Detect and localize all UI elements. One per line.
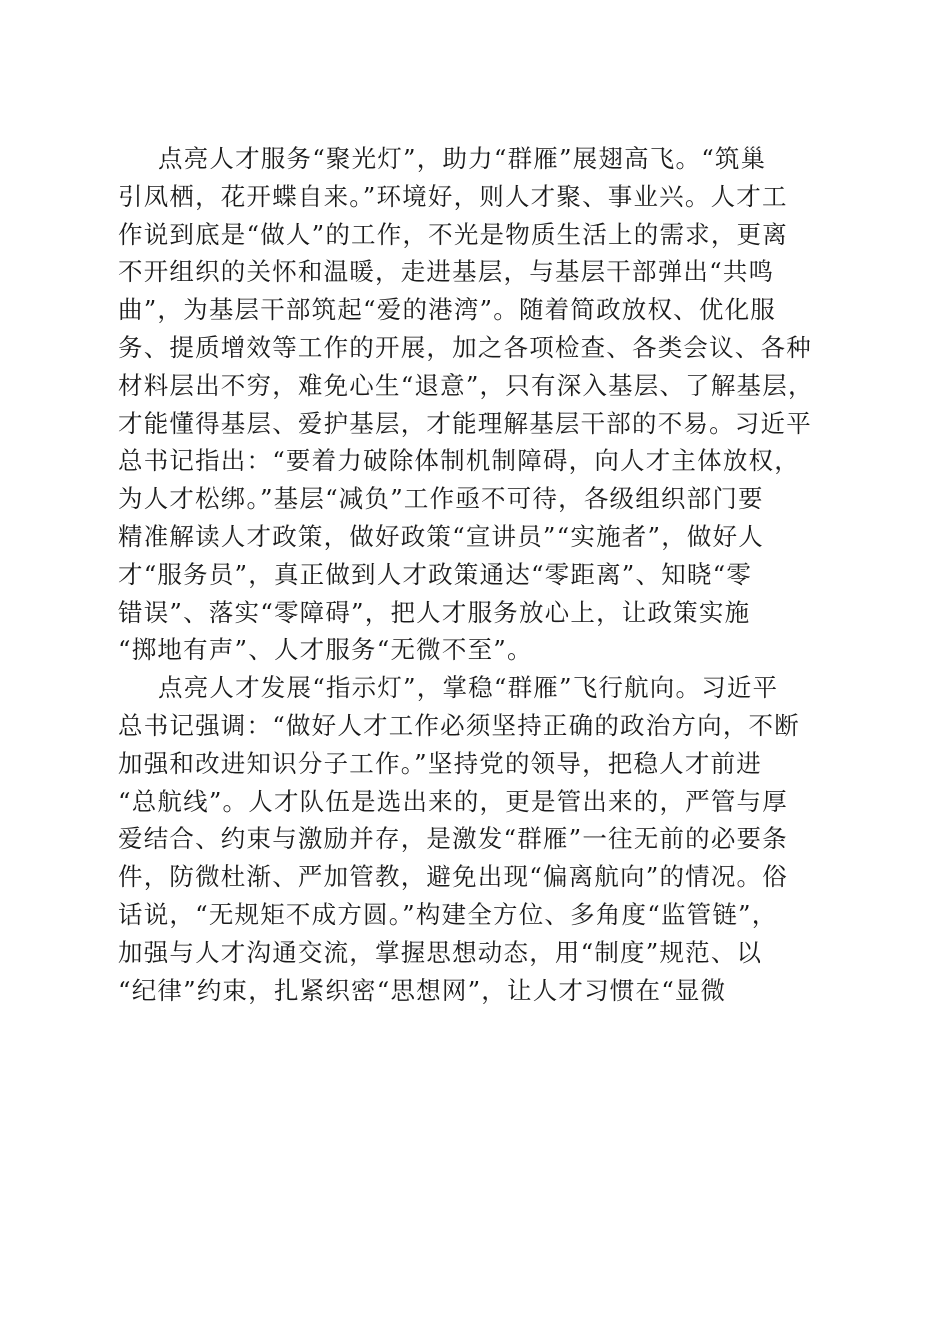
text-line: 错误”、落实“零障碍”，把人才服务放心上，让政策实施 bbox=[118, 597, 751, 627]
text-line: 加强与人才沟通交流，掌握思想动态，用“制度”规范、以 bbox=[118, 937, 763, 967]
text-line: 话说，“无规矩不成方圆。”构建全方位、多角度“监管链”， bbox=[118, 899, 778, 929]
text-line: 不开组织的关怀和温暖，走进基层，与基层干部弹出“共鸣 bbox=[118, 257, 775, 287]
text-line: 才“服务员”，真正做到人才政策通达“零距离”、知晓“零 bbox=[118, 559, 753, 589]
text-line: 爱结合、约束与激励并存，是激发“群雁”一往无前的必要条 bbox=[118, 824, 788, 854]
text-line: 为人才松绑。”基层“减负”工作亟不可待，各级组织部门要 bbox=[118, 484, 764, 514]
text-line: 点亮人才发展“指示灯”，掌稳“群雁”飞行航向。习近平 bbox=[158, 673, 779, 703]
text-line: 总书记强调：“做好人才工作必须坚持正确的政治方向，不断 bbox=[118, 710, 800, 740]
text-line: 点亮人才服务“聚光灯”，助力“群雁”展翅高飞。“筑巢 bbox=[158, 144, 767, 173]
text-line: “纪律”约束，扎紧织密“思想网”，让人才习惯在“显微 bbox=[118, 975, 727, 1005]
paragraph-talent-development bbox=[118, 669, 834, 1009]
text-line: 件，防微杜渐、严加管教，避免出现“偏离航向”的情况。俗 bbox=[118, 862, 788, 892]
paragraph-talent-service bbox=[118, 140, 834, 669]
document-body bbox=[118, 140, 834, 1009]
text-line: 加强和改进知识分子工作。”坚持党的领导，把稳人才前进 bbox=[118, 748, 762, 778]
text-line: “掷地有声”、人才服务“无微不至”。 bbox=[118, 635, 533, 665]
text-line: 引凤栖，花开蝶自来。”环境好，则人才聚、事业兴。人才工 bbox=[118, 181, 788, 211]
text-line: 曲”，为基层干部筑起“爱的港湾”。随着简政放权、优化服 bbox=[118, 295, 776, 325]
text-line: 材料层出不穷，难免心生“退意”，只有深入基层、了解基层， bbox=[118, 370, 814, 400]
text-line: 才能懂得基层、爱护基层，才能理解基层干部的不易。习近平 bbox=[118, 408, 812, 438]
text-line: “总航线”。人才队伍是选出来的，更是管出来的，严管与厚 bbox=[118, 786, 788, 816]
text-line: 精准解读人才政策，做好政策“宣讲员”“实施者”，做好人 bbox=[118, 521, 764, 551]
text-line: 作说到底是“做人”的工作，不光是物质生活上的需求，更离 bbox=[118, 219, 788, 249]
text-line: 务、提质增效等工作的开展，加之各项检查、各类会议、各种 bbox=[118, 332, 812, 362]
text-line: 总书记指出：“要着力破除体制机制障碍，向人才主体放权， bbox=[118, 446, 800, 476]
